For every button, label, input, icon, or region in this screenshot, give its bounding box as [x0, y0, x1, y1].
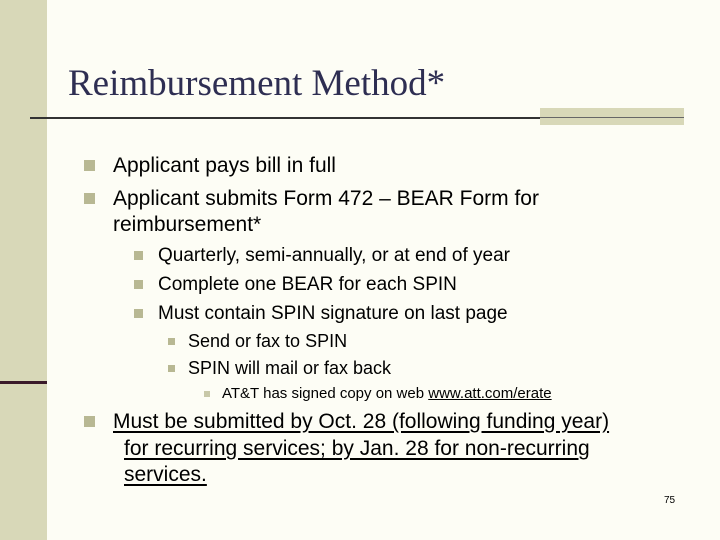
square-bullet-icon: [168, 338, 175, 345]
bullet-deadline: [84, 408, 609, 436]
bullet-deadline-cont1: [124, 435, 590, 463]
left-sidebar-decoration: [0, 0, 47, 540]
square-bullet-icon: [168, 365, 175, 372]
bullet-text: Must be submitted by Oct. 28 (following funding year): [113, 410, 610, 433]
bullet-text: Quarterly, semi-annually, or at end of year: [158, 245, 511, 266]
page-number: 75: [664, 495, 676, 506]
bullet-text: Must contain SPIN signature on last page: [158, 303, 508, 324]
sub-sub-bullet-send-fax: [168, 327, 347, 355]
square-bullet-icon: [84, 193, 95, 204]
bullet-text: SPIN will mail or fax back: [188, 358, 392, 378]
title-rule: [30, 117, 540, 119]
bullet-text: for recurring services; by Jan. 28 for non-recurring: [124, 437, 590, 460]
sidebar-accent-line: [0, 381, 47, 384]
sub-bullet-spin-signature: [134, 300, 508, 328]
square-bullet-icon: [134, 251, 143, 260]
bullet-text: Applicant submits Form 472 – BEAR Form for: [113, 187, 539, 210]
bullet-applicant-submits: [84, 185, 539, 213]
bullet-applicant-pays: [84, 152, 336, 180]
square-bullet-icon: [134, 280, 143, 289]
title-rule-box-line: [540, 117, 684, 118]
att-erate-link[interactable]: www.att.com/erate: [428, 385, 552, 402]
bullet-text: Applicant pays bill in full: [113, 154, 336, 177]
square-bullet-icon: [134, 309, 143, 318]
bullet-text: AT&T has signed copy on web: [222, 385, 425, 402]
sub-bullet-quarterly: [134, 242, 510, 270]
bullet-text: Complete one BEAR for each SPIN: [158, 274, 457, 295]
square-bullet-icon: [84, 160, 95, 171]
bullet-text: reimbursement*: [113, 213, 262, 236]
sub-bullet-complete-bear: [134, 271, 457, 299]
bullet-applicant-submits-cont: [113, 211, 261, 239]
bullet-text: services.: [124, 463, 207, 486]
square-bullet-icon: [84, 416, 95, 427]
sub-sub-bullet-mail-back: [168, 354, 391, 382]
bullet-deadline-cont2: [124, 461, 207, 489]
square-bullet-icon: [204, 391, 210, 397]
bullet-text: Send or fax to SPIN: [188, 331, 348, 351]
level4-bullet-att: [204, 384, 552, 404]
slide-title: Reimbursement Method*: [68, 63, 446, 104]
